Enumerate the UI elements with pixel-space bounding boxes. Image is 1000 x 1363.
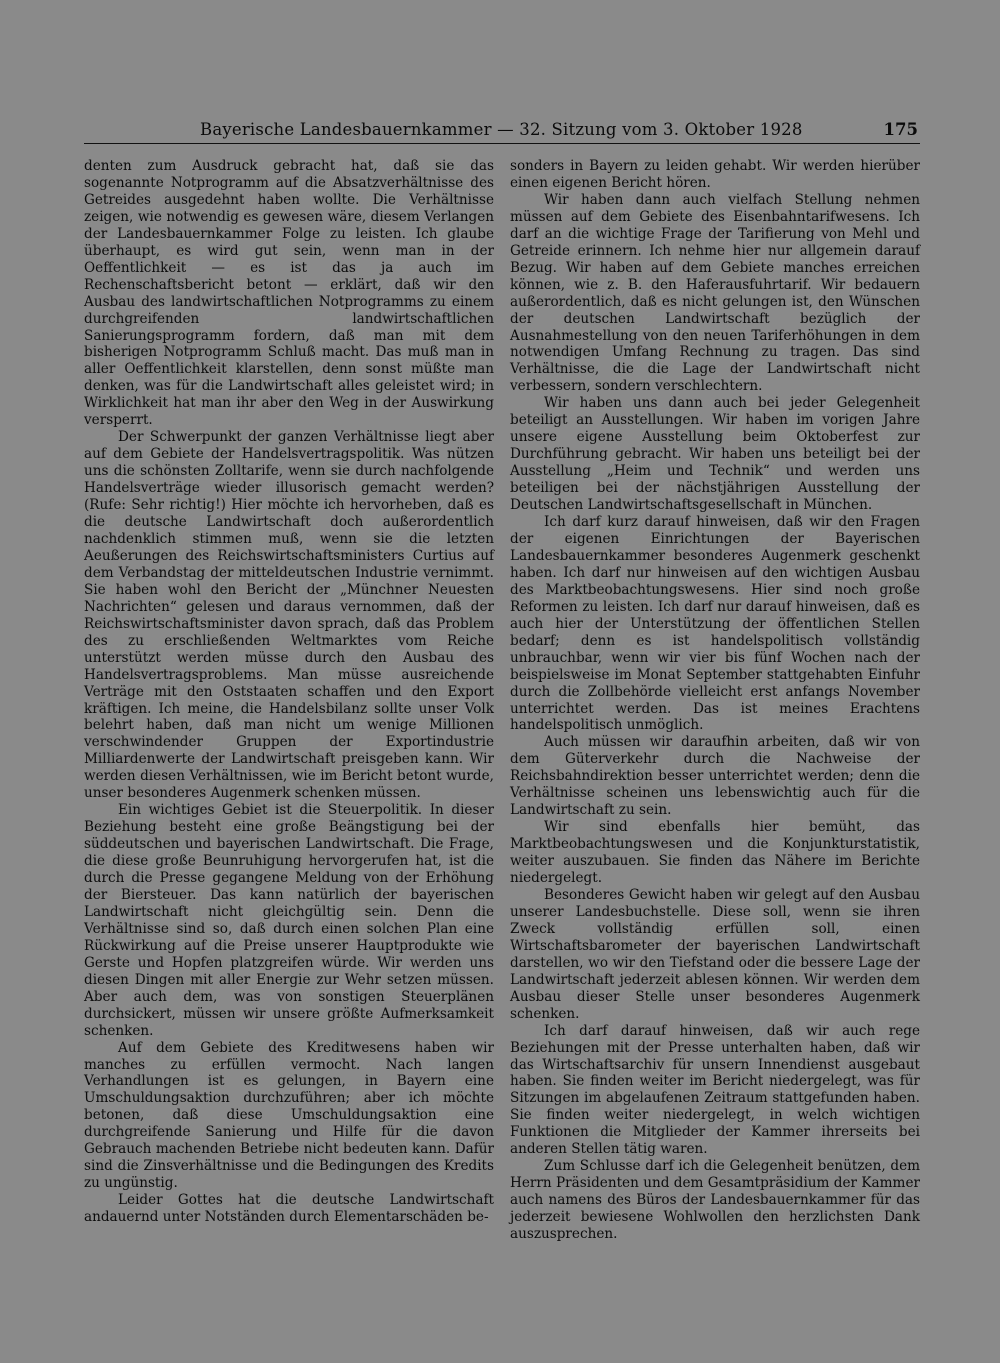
paragraph: Ich darf darauf hinweisen, daß wir auch rege Beziehungen mit der Presse unterhalten haben, daß wir das Wirtschaftsarchiv für unsern Innendienst ausgebaut haben. Sie finden weiter im Bericht niedergelegt, was für Sitzungen im abgelaufenen Zeitraum stattgefunden haben. Sie finden weiter niedergelegt, in welch wichtigen Funktionen die Mitglieder der Kammer ihrerseits bei anderen Stellen tätig waren. <box>510 1022 920 1158</box>
running-header <box>84 119 920 144</box>
paragraph: Zum Schlusse darf ich die Gelegenheit benützen, dem Herrn Präsidenten und dem Gesamtpräsidium der Kammer auch namens des Büros der Landesbauernkammer für das jederzeit bewiesene Wohlwollen den herzlichsten Dank auszusprechen. <box>510 1158 920 1243</box>
paragraph: Wir haben dann auch vielfach Stellung nehmen müssen auf dem Gebiete des Eisenbahntarifwesens. Ich darf an die wichtige Frage der Tarifierung von Mehl und Getreide erinnern. Ich nehme hier nur allgemein darauf Bezug. Wir haben auf dem Gebiete manches erreichen können, wie z. B. den Haferausfuhrtarif. Wir bedauern außerordentlich, daß es nicht gelungen ist, den Wünschen der deutschen Landwirtschaft bezüglich der Ausnahmestellung von den neuen Tariferhöhungen in dem notwendigen Umfang Rechnung zu tragen. Das sind Verhältnisse, die die Lage der Landwirtschaft nicht verbessern, sondern verschlechtern. <box>510 191 920 395</box>
paragraph: Wir haben uns dann auch bei jeder Gelegenheit beteiligt an Ausstellungen. Wir haben im vorigen Jahre unsere eigene Ausstellung beim Oktoberfest zur Durchführung gebracht. Wir haben uns beteiligt bei der Ausstellung „Heim und Technik“ und werden uns beteiligen bei der nächstjährigen Ausstellung der Deutschen Landwirtschaftsgesellschaft in München. <box>510 395 920 514</box>
right-column <box>510 158 920 1243</box>
paragraph: Besonderes Gewicht haben wir gelegt auf den Ausbau unserer Landesbuchstelle. Diese soll, wenn sie ihren Zweck vollständig erfüllen soll, einen Wirtschaftsbarometer der bayerischen Landwirtschaft darstellen, wo wir den Tiefstand oder die bessere Lage der Landwirtschaft jederzeit ablesen können. Wir werden dem Ausbau dieser Stelle unser besonderes Augenmerk schenken. <box>510 886 920 1022</box>
paragraph: Der Schwerpunkt der ganzen Verhältnisse liegt aber auf dem Gebiete der Handelsvertragspolitik. Was nützen uns die schönsten Zolltarife, wenn sie durch nachfolgende Handelsverträge wieder illusorisch gemacht werden? (Rufe: Sehr richtig!) Hier möchte ich hervorheben, daß es die deutsche Landwirtschaft doch außerordentlich nachdenklich stimmen muß, wenn sie die letzten Aeußerungen des Reichswirtschaftsministers Curtius auf dem Verbandstag der mitteldeutschen Industrie vernimmt. Sie haben wohl den Bericht der „Münchner Neuesten Nachrichten“ gelesen und daraus vernommen, daß der Reichswirtschaftsminister davon sprach, daß das Problem des zu erschließenden Weltmarktes vom Reiche unterstützt werden müsse durch den Ausbau des Handelsvertragsproblems. Man müsse ausreichende Verträge mit den Oststaaten schaffen und den Export kräftigen. Ich meine, die Handelsbilanz sollte unser Volk belehrt haben, daß man nicht um wenige Millionen verschwindender Gruppen der Exportindustrie Milliardenwerte der Landwirtschaft preisgeben kann. Wir werden diesen Verhältnissen, wie im Bericht betont wurde, unser besonderes Augenmerk schenken müssen. <box>84 429 494 802</box>
paragraph: Ich darf kurz darauf hinweisen, daß wir den Fragen der eigenen Einrichtungen der Bayerischen Landesbauernkammer besonderes Augenmerk geschenkt haben. Ich darf nur hinweisen auf den wichtigen Ausbau des Marktbeobachtungswesens. Hier sind noch große Reformen zu leisten. Ich darf nur darauf hinweisen, daß es auch hier der Unterstützung der öffentlichen Stellen bedarf; denn es ist handelspolitisch vollständig unbrauchbar, wenn wir vier bis fünf Wochen nach der beispielsweise im Monat September stattgehabten Einfuhr durch die Zollbehörde vielleicht erst anfangs November unterrichtet werden. Das ist meines Erachtens handelspolitisch unmöglich. <box>510 514 920 734</box>
left-column <box>84 158 494 1226</box>
paragraph: Ein wichtiges Gebiet ist die Steuerpolitik. In dieser Beziehung besteht eine große Beängstigung bei der süddeutschen und bayerischen Landwirtschaft. Die Frage, die diese große Beunruhigung hervorgerufen hat, ist die durch die Presse gegangene Meldung von der Erhöhung der Biersteuer. Das kann natürlich der bayerischen Landwirtschaft nicht gleichgültig sein. Denn die Verhältnisse sind so, daß durch einen solchen Plan eine Rückwirkung auf die Preise unserer Hauptprodukte wie Gerste und Hopfen platzgreifen würde. Wir werden uns diesen Dingen mit aller Energie zur Wehr setzen müssen. Aber auch dem, was von sonstigen Steuerplänen durchsickert, müssen wir unsere größte Aufmerksamkeit schenken. <box>84 802 494 1039</box>
paragraph: sonders in Bayern zu leiden gehabt. Wir werden hierüber einen eigenen Bericht hören. <box>510 158 920 191</box>
paragraph: Wir sind ebenfalls hier bemüht, das Marktbeobachtungswesen und die Konjunkturstatistik, weiter auszubauen. Sie finden das Nähere im Berichte niedergelegt. <box>510 819 920 887</box>
paragraph: denten zum Ausdruck gebracht hat, daß sie das sogenannte Notprogramm auf die Absatzverhältnisse des Getreides ausgedehnt haben wollte. Die Verhältnisse zeigen, wie notwendig es gewesen wäre, diesem Verlangen der Landesbauernkammer Folge zu leisten. Ich glaube überhaupt, es wird gut sein, wenn man in der Oeffentlichkeit — es ist das ja auch im Rechenschaftsbericht betont — erklärt, daß wir den Ausbau des landwirtschaftlichen Notprogramms zu einem durchgreifenden landwirtschaftlichen Sanierungsprogramm fordern, daß man mit dem bisherigen Notprogramm Schluß macht. Das muß man in aller Oeffentlichkeit klarstellen, denn sonst müßte man denken, was für die Landwirtschaft alles geleistet wird; in Wirklichkeit hat man ihr aber den Weg in der Auswirkung versperrt. <box>84 158 494 429</box>
header-title: Bayerische Landesbauernkammer — 32. Sitzung vom 3. Oktober 1928 <box>200 120 803 139</box>
paragraph: Leider Gottes hat die deutsche Landwirtschaft andauernd unter Notständen durch Elementarschäden be- <box>84 1192 494 1226</box>
paragraph: Auf dem Gebiete des Kreditwesens haben wir manches zu erfüllen vermocht. Nach langen Verhandlungen ist es gelungen, in Bayern eine Umschuldungsaktion durchzuführen; aber ich möchte betonen, daß diese Umschuldungsaktion eine durchgreifende Sanierung und Hilfe für die davon Gebrauch machenden Betriebe nicht bedeuten kann. Dafür sind die Zinsverhältnisse und die Bedingungen des Kredits zu ungünstig. <box>84 1039 494 1192</box>
paragraph: Auch müssen wir daraufhin arbeiten, daß wir von dem Güterverkehr durch die Nachweise der Reichsbahndirektion besser unterrichtet werden; denn die Verhältnisse scheinen uns lebenswichtig auch für die Landwirtschaft zu sein. <box>510 734 920 819</box>
page-number: 175 <box>883 120 918 139</box>
